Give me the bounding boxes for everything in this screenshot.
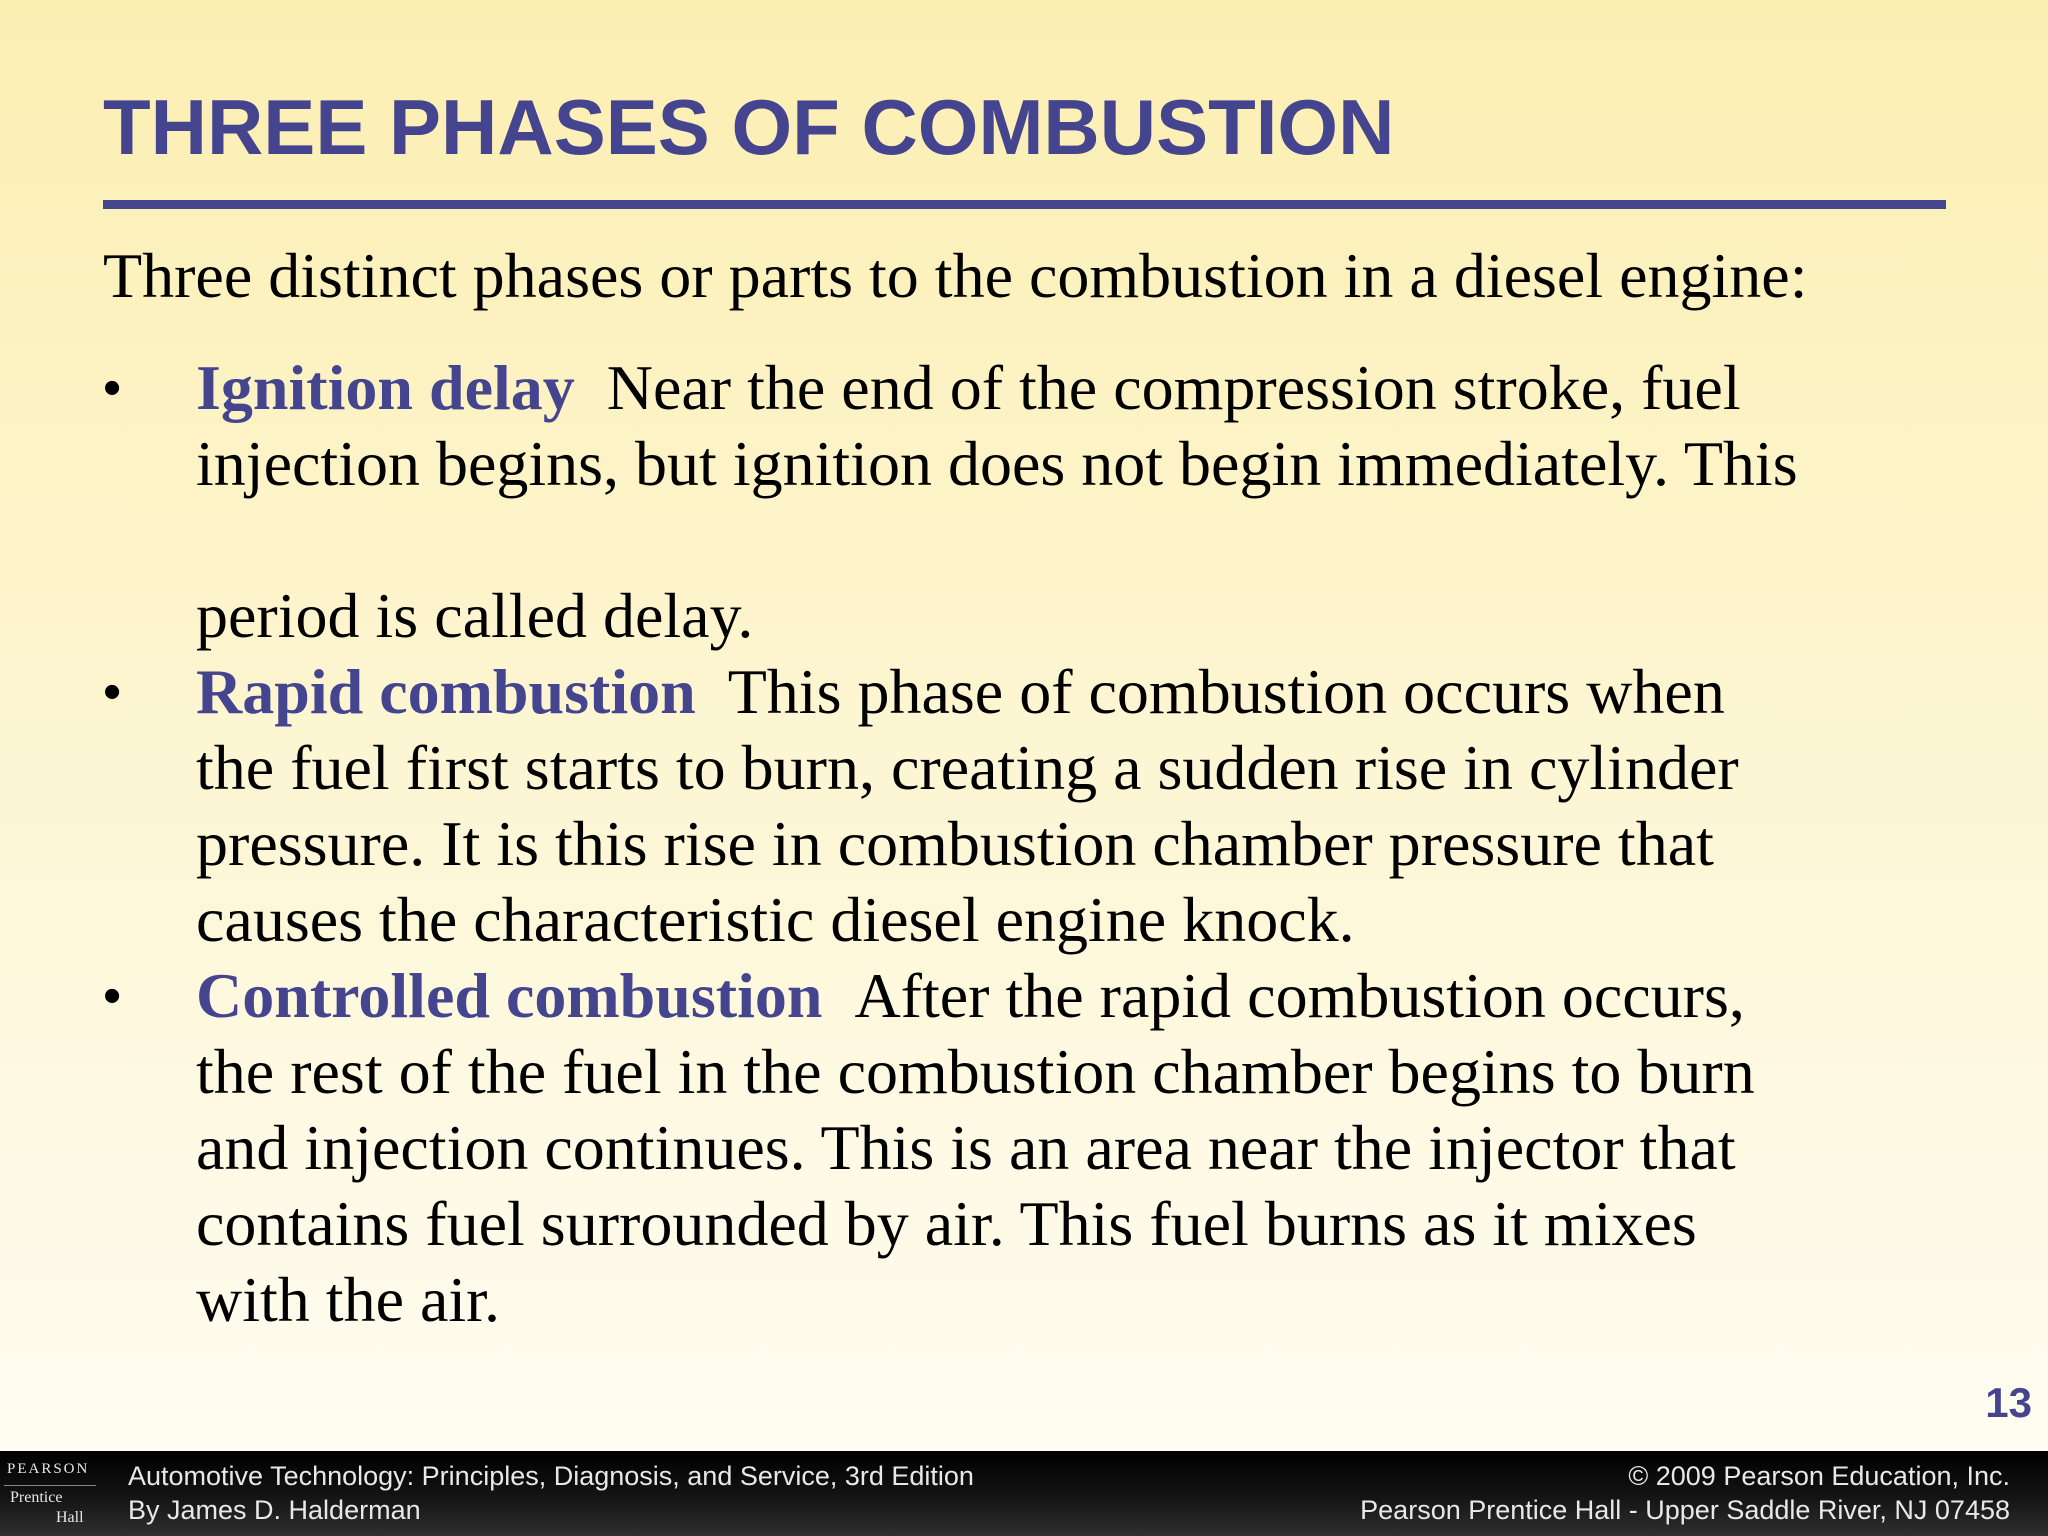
slide-title: THREE PHASES OF COMBUSTION [103,83,1395,171]
bullet-dot-icon: • [103,967,122,1025]
logo-prentice-text: Prentice [10,1489,63,1506]
bullet-dot-icon: • [103,359,122,417]
footer-copyright: © 2009 Pearson Education, Inc. [1628,1461,2010,1491]
bullet-rapid-combustion [103,654,1943,958]
logo-pearson-text: PEARSON [7,1461,90,1477]
bullet-line: pressure. It is this rise in combustion chamber pressure that [196,808,1714,879]
bullet-line: and injection continues. This is an area near the injector that [196,1112,1736,1183]
bullet-body [196,350,1943,654]
page-number: 13 [1985,1379,2032,1426]
bullet-controlled-combustion [103,958,1943,1338]
logo-divider [4,1485,96,1486]
bullet-line: the rest of the fuel in the combustion chamber begins to burn [196,1036,1755,1107]
bullet-list [103,350,1943,1338]
bullet-term: Ignition delay [196,352,575,423]
bullet-text: After the rapid combustion occurs, [854,960,1745,1031]
bullet-body [196,654,1943,958]
bullet-text: Near the end of the compression stroke, fuel [606,352,1741,423]
bullet-dot-icon: • [103,663,122,721]
bullet-line: period is called delay. [196,580,754,651]
bullet-line: contains fuel surrounded by air. This fuel burns as it mixes [196,1188,1697,1259]
footer-book-info [128,1459,974,1527]
bullet-text: This phase of combustion occurs when [727,656,1725,727]
footer-book-title: Automotive Technology: Principles, Diagnosis, and Service, 3rd Edition [128,1461,974,1491]
bullet-term: Controlled combustion [196,960,823,1031]
footer-author: By James D. Halderman [128,1495,421,1525]
footer-publisher-info [1360,1459,2010,1527]
bullet-line: injection begins, but ignition does not begin immediately. This [196,428,1798,499]
logo-hall-text: Hall [56,1509,84,1526]
bullet-line [196,958,1943,1034]
bullet-body [196,958,1943,1338]
bullet-line: causes the characteristic diesel engine knock. [196,884,1355,955]
bullet-term: Rapid combustion [196,656,696,727]
pearson-prentice-hall-logo [0,1459,100,1533]
title-underline [103,200,1946,209]
footer-bar [0,1451,2048,1536]
bullet-line [196,654,1943,730]
footer-publisher: Pearson Prentice Hall - Upper Saddle River, NJ 07458 [1360,1495,2010,1525]
bullet-ignition-delay [103,350,1943,654]
bullet-line: the fuel first starts to burn, creating a sudden rise in cylinder [196,732,1739,803]
bullet-line: with the air. [196,1264,500,1335]
intro-text: Three distinct phases or parts to the combustion in a diesel engine: [103,240,1808,311]
bullet-line [196,350,1943,426]
